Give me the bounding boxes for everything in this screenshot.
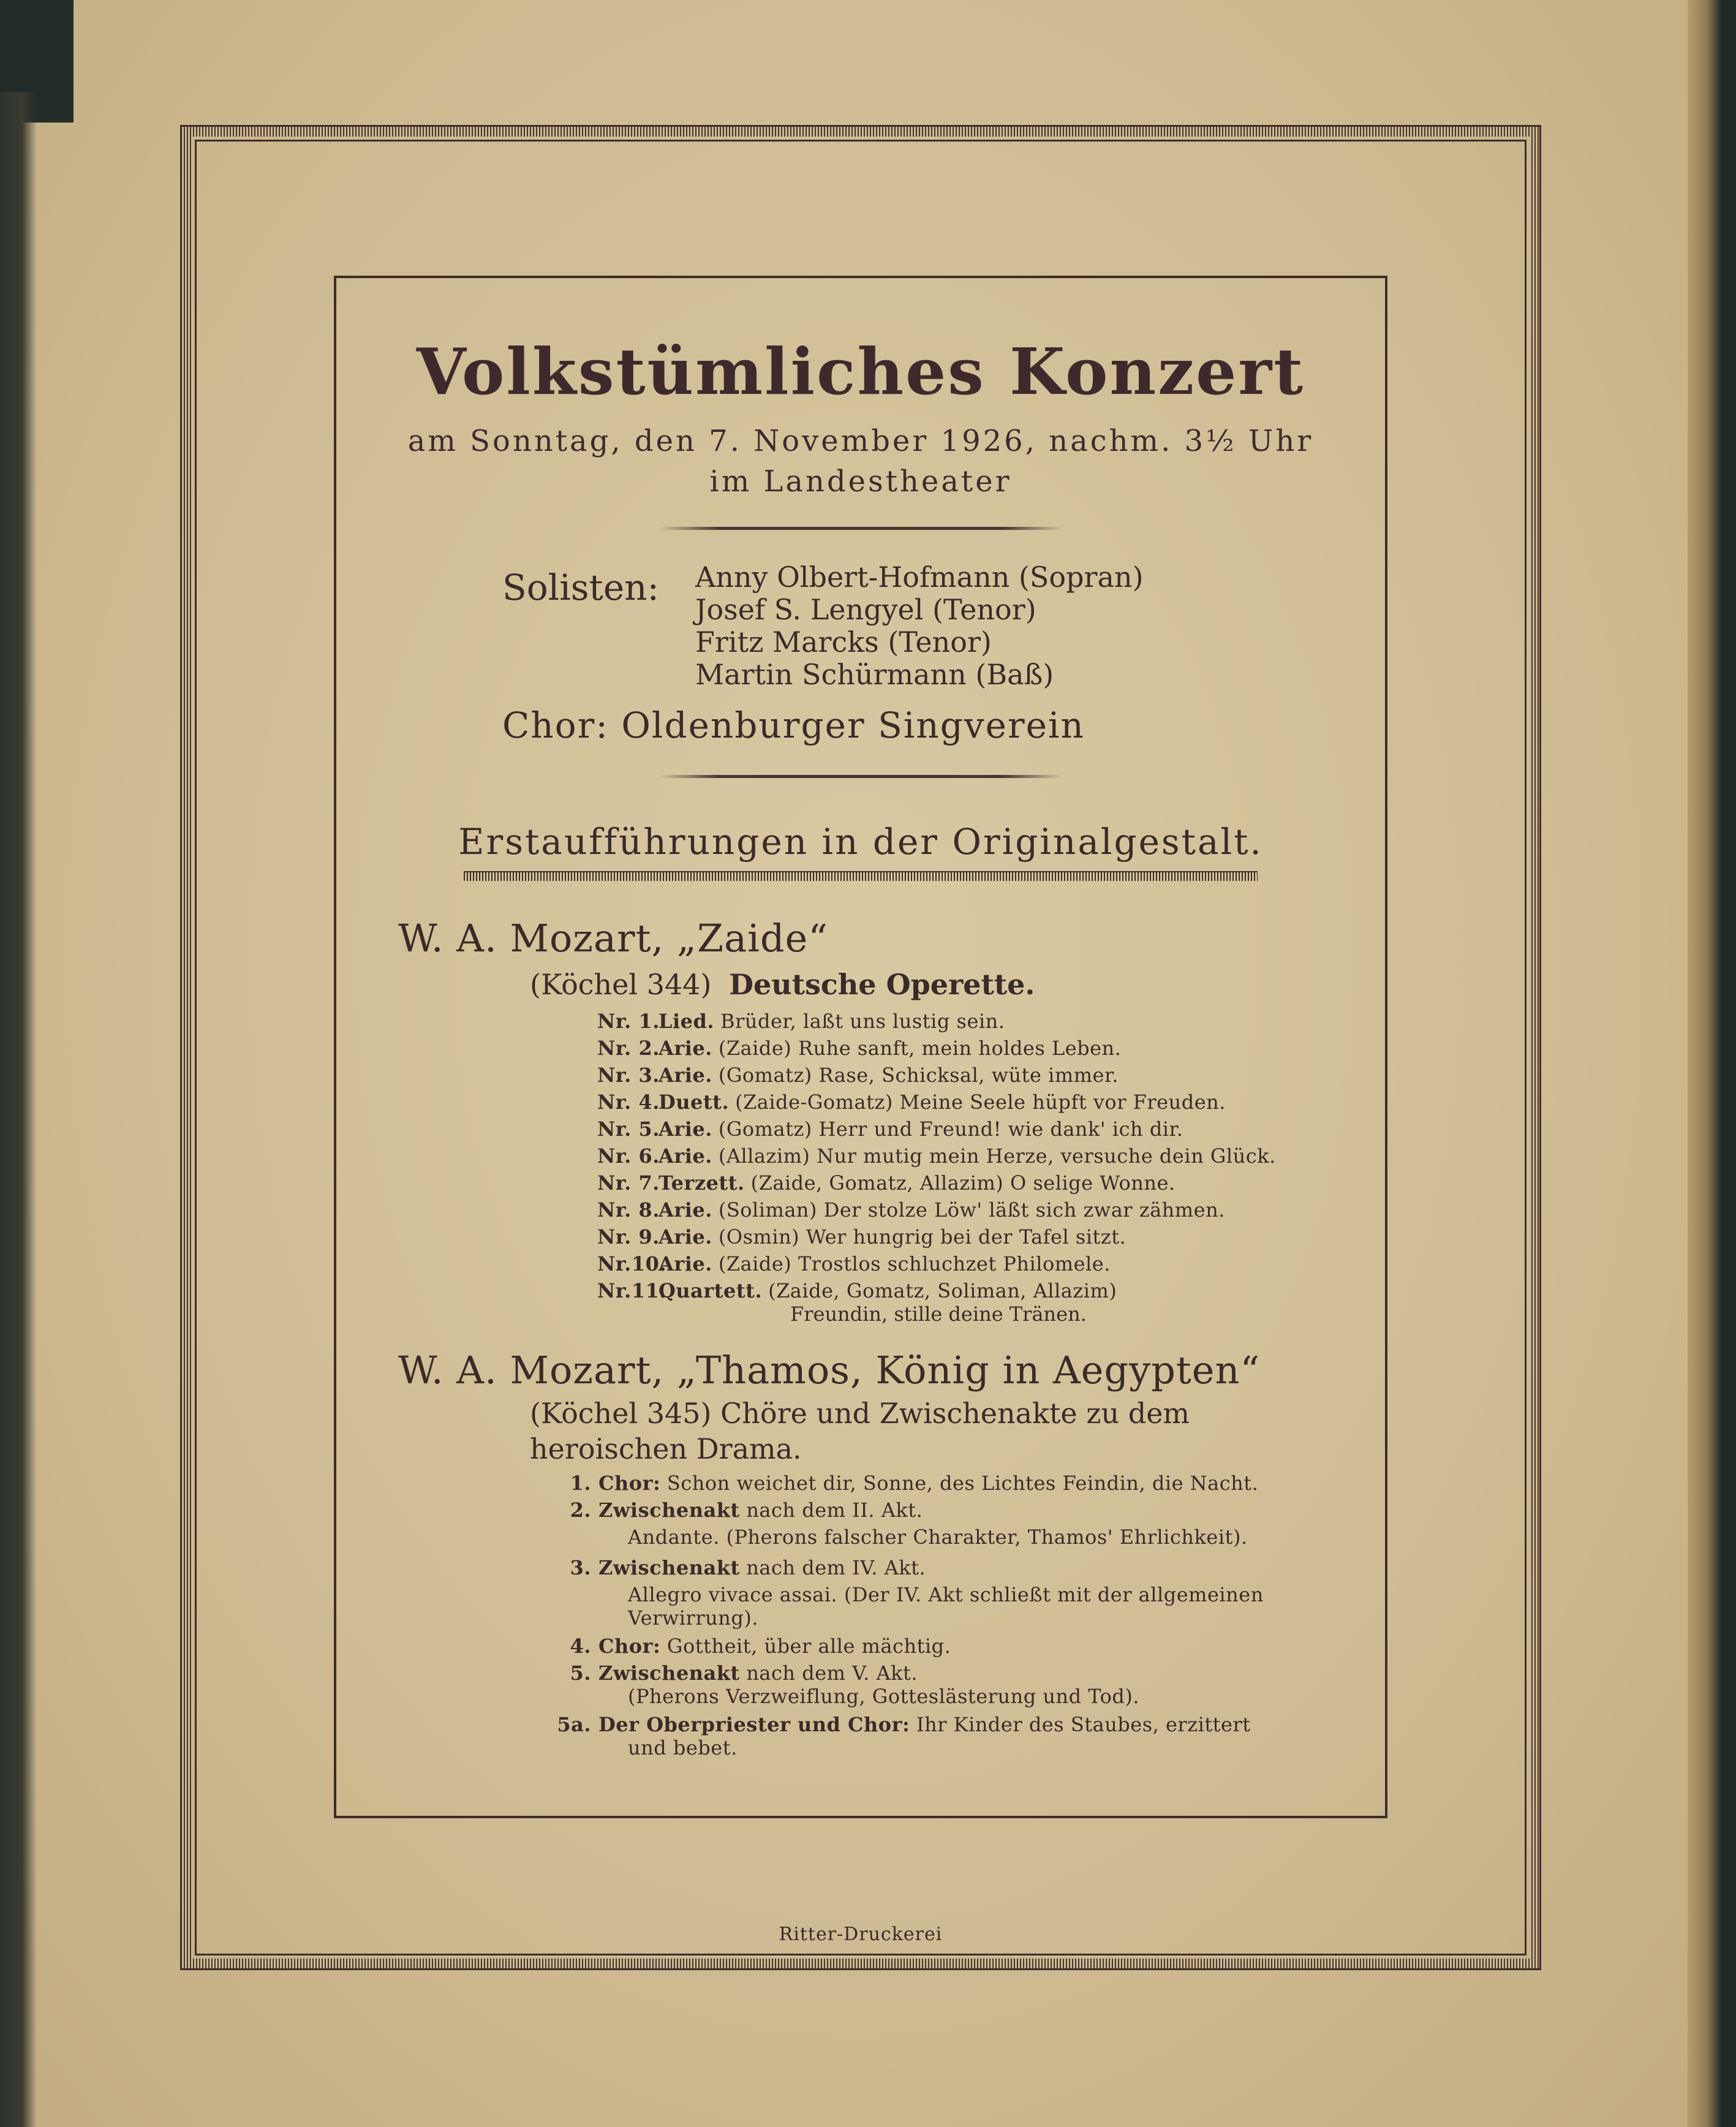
soloist-item: Fritz Marcks (Tenor) xyxy=(695,625,992,659)
list-item-continuation: (Pherons Verzweiflung, Gotteslästerung und Tod). xyxy=(628,1685,1140,1708)
choir-line: Chor: Oldenburger Singverein xyxy=(502,705,1085,746)
work2-description-line2: heroischen Drama. xyxy=(530,1432,802,1465)
list-item-continuation: Freundin, stille deine Tränen. xyxy=(790,1302,1087,1326)
divider-rule xyxy=(659,527,1063,530)
list-item: Nr. 5.Arie. (Gomatz) Herr und Freund! wie dank' ich dir. xyxy=(597,1117,1183,1141)
work2-description-line1: (Köchel 345) Chöre und Zwischenakte zu dem xyxy=(530,1397,1190,1430)
soloist-item: Josef S. Lengyel (Tenor) xyxy=(695,593,1036,626)
list-item-continuation: Allegro vivace assai. (Der IV. Akt schließt mit der allgemeinen xyxy=(628,1583,1264,1606)
printer-credit: Ritter-Druckerei xyxy=(779,1924,943,1945)
concert-title: Volkstümliches Konzert xyxy=(416,334,1305,409)
list-item: Nr. 3.Arie. (Gomatz) Rase, Schicksal, wüte immer. xyxy=(597,1064,1119,1087)
soloist-item: Martin Schürmann (Baß) xyxy=(695,658,1054,691)
list-item: 4. Chor: Gottheit, über alle mächtig. xyxy=(570,1634,951,1658)
list-item-continuation: Andante. (Pherons falscher Charakter, Thamos' Ehrlichkeit). xyxy=(628,1525,1248,1549)
list-item: 1. Chor: Schon weichet dir, Sonne, des Lichtes Feindin, die Nacht. xyxy=(570,1472,1259,1495)
list-item: 5. Zwischenakt nach dem V. Akt. xyxy=(570,1661,918,1685)
list-item: Nr. 2.Arie. (Zaide) Ruhe sanft, mein holdes Leben. xyxy=(597,1037,1122,1060)
divider-rule xyxy=(659,775,1063,778)
list-item-continuation: Verwirrung). xyxy=(628,1606,758,1630)
soloists-label: Solisten: xyxy=(502,567,660,608)
list-item-continuation: und bebet. xyxy=(628,1736,738,1759)
heading-underline xyxy=(464,871,1258,881)
work2-title: W. A. Mozart, „Thamos, König in Aegypten“ xyxy=(398,1348,1261,1392)
work1-title: W. A. Mozart, „Zaide“ xyxy=(398,916,828,961)
list-item: Nr.10.Arie. (Zaide) Trostlos schluchzet Philomele. xyxy=(597,1252,1111,1275)
concert-date: am Sonntag, den 7. November 1926, nachm. 3½ Uhr xyxy=(407,424,1314,458)
list-item: Nr. 6.Arie. (Allazim) Nur mutig mein Herze, versuche dein Glück. xyxy=(597,1144,1276,1168)
concert-venue: im Landestheater xyxy=(709,464,1012,499)
list-item: Nr. 7.Terzett. (Zaide, Gomatz, Allazim) O selige Wonne. xyxy=(597,1171,1176,1195)
list-item: Nr.11.Quartett. (Zaide, Gomatz, Soliman, Allazim) xyxy=(597,1279,1117,1302)
soloist-item: Anny Olbert-Hofmann (Sopran) xyxy=(695,561,1144,594)
list-item: Nr. 4.Duett. (Zaide-Gomatz) Meine Seele hüpft vor Freuden. xyxy=(597,1090,1226,1114)
list-item: Nr. 9.Arie. (Osmin) Wer hungrig bei der Tafel sitzt. xyxy=(597,1225,1127,1249)
list-item: 5a. Der Oberpriester und Chor: Ihr Kinder des Staubes, erzittert xyxy=(557,1713,1251,1736)
background-edge xyxy=(0,92,37,2127)
list-item: 3. Zwischenakt nach dem IV. Akt. xyxy=(570,1556,926,1579)
list-item: Nr. 1.Lied. Brüder, laßt uns lustig sein. xyxy=(597,1010,1005,1033)
list-item: Nr. 8.Arie. (Soliman) Der stolze Löw' läßt sich zwar zähmen. xyxy=(597,1198,1225,1222)
premiere-heading: Erstaufführungen in der Originalgestalt. xyxy=(458,821,1263,863)
work1-genre: Deutsche Operette. xyxy=(729,968,1035,1001)
work1-description xyxy=(530,968,1035,1001)
list-item: 2. Zwischenakt nach dem II. Akt. xyxy=(570,1498,923,1522)
book-spine xyxy=(1688,0,1736,2127)
work1-catalog: (Köchel 344) xyxy=(530,968,712,1001)
